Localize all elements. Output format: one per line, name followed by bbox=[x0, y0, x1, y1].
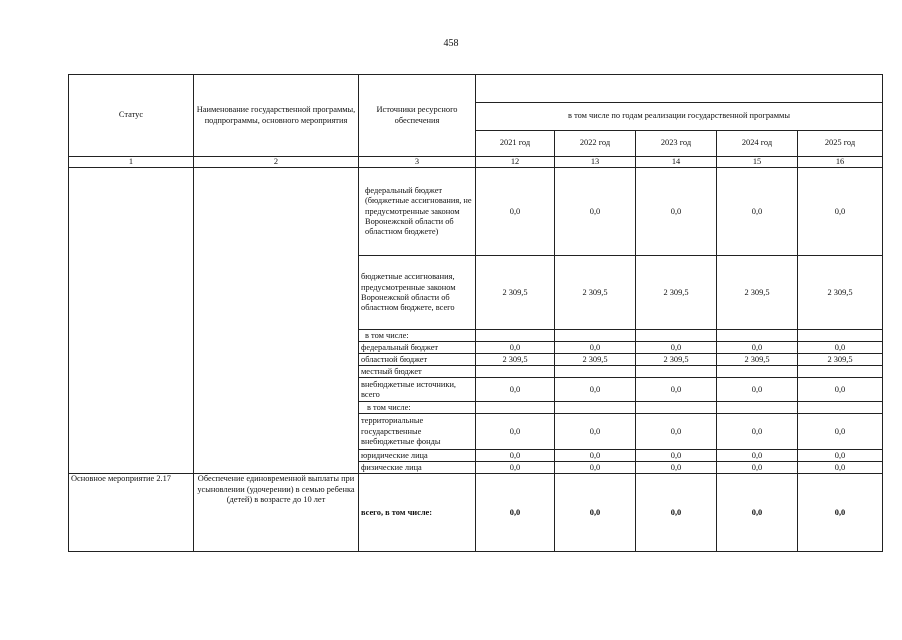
value-cell: 2 309,5 bbox=[555, 354, 636, 366]
value-cell bbox=[636, 402, 717, 414]
value-cell: 0,0 bbox=[717, 462, 798, 474]
measure-value-cell: 0,0 bbox=[476, 474, 555, 552]
value-cell: 2 309,5 bbox=[636, 256, 717, 330]
value-cell: 0,0 bbox=[717, 342, 798, 354]
value-cell bbox=[636, 330, 717, 342]
value-cell bbox=[555, 366, 636, 378]
column-number: 16 bbox=[798, 157, 883, 168]
value-cell: 0,0 bbox=[555, 378, 636, 402]
value-cell: 2 309,5 bbox=[798, 354, 883, 366]
value-cell: 0,0 bbox=[636, 168, 717, 256]
value-cell: 2 309,5 bbox=[717, 354, 798, 366]
value-cell: 2 309,5 bbox=[798, 256, 883, 330]
header-year: 2022 год bbox=[555, 131, 636, 157]
value-cell: 0,0 bbox=[717, 378, 798, 402]
value-cell: 2 309,5 bbox=[476, 256, 555, 330]
measure-value-cell: 0,0 bbox=[798, 474, 883, 552]
value-cell: 0,0 bbox=[636, 414, 717, 450]
value-cell bbox=[798, 366, 883, 378]
header-row-top bbox=[69, 75, 883, 103]
value-cell bbox=[717, 402, 798, 414]
value-cell: 2 309,5 bbox=[636, 354, 717, 366]
value-cell: 0,0 bbox=[798, 462, 883, 474]
table-row bbox=[69, 168, 883, 256]
page-number: 458 bbox=[443, 38, 459, 49]
source-label: областной бюджет bbox=[359, 354, 476, 366]
value-cell: 0,0 bbox=[636, 462, 717, 474]
value-cell: 0,0 bbox=[476, 342, 555, 354]
value-cell: 2 309,5 bbox=[555, 256, 636, 330]
value-cell: 0,0 bbox=[798, 168, 883, 256]
source-label: местный бюджет bbox=[359, 366, 476, 378]
source-label: территориальные государственные внебюджетные фонды bbox=[359, 414, 476, 450]
header-status: Статус bbox=[69, 75, 194, 157]
header-year: 2024 год bbox=[717, 131, 798, 157]
value-cell bbox=[555, 402, 636, 414]
value-cell: 0,0 bbox=[476, 414, 555, 450]
budget-table bbox=[68, 74, 883, 552]
column-number: 1 bbox=[69, 157, 194, 168]
value-cell: 0,0 bbox=[555, 462, 636, 474]
header-year: 2021 год bbox=[476, 131, 555, 157]
value-cell bbox=[555, 330, 636, 342]
source-label: в том числе: bbox=[359, 402, 476, 414]
measure-value-cell: 0,0 bbox=[717, 474, 798, 552]
value-cell: 0,0 bbox=[798, 414, 883, 450]
header-year: 2025 год bbox=[798, 131, 883, 157]
value-cell: 0,0 bbox=[476, 378, 555, 402]
status-cell-continued bbox=[69, 168, 194, 474]
column-number: 2 bbox=[194, 157, 359, 168]
column-number: 15 bbox=[717, 157, 798, 168]
column-number: 12 bbox=[476, 157, 555, 168]
value-cell: 0,0 bbox=[636, 450, 717, 462]
value-cell bbox=[717, 330, 798, 342]
value-cell: 0,0 bbox=[555, 414, 636, 450]
value-cell: 2 309,5 bbox=[476, 354, 555, 366]
source-label: бюджетные ассигнования, предусмотренные законом Воронежской области об областном бюджете, всего bbox=[359, 256, 476, 330]
value-cell: 0,0 bbox=[476, 462, 555, 474]
measure-row bbox=[69, 474, 883, 552]
source-label: юридические лица bbox=[359, 450, 476, 462]
measure-name: Обеспечение единовременной выплаты при усыновлении (удочерении) в семью ребенка (детей) в возрасте до 10 лет bbox=[194, 474, 359, 552]
value-cell: 0,0 bbox=[555, 450, 636, 462]
value-cell: 0,0 bbox=[555, 342, 636, 354]
header-by-years: в том числе по годам реализации государственной программы bbox=[476, 103, 883, 131]
header-name: Наименование государственной программы, подпрограммы, основного мероприятия bbox=[194, 75, 359, 157]
value-cell: 0,0 bbox=[717, 414, 798, 450]
name-cell-continued bbox=[194, 168, 359, 474]
header-sources: Источники ресурсного обеспечения bbox=[359, 75, 476, 157]
value-cell bbox=[798, 330, 883, 342]
value-cell: 2 309,5 bbox=[717, 256, 798, 330]
value-cell: 0,0 bbox=[476, 168, 555, 256]
header-blank bbox=[476, 75, 883, 103]
value-cell: 0,0 bbox=[717, 168, 798, 256]
source-label: внебюджетные источники, всего bbox=[359, 378, 476, 402]
source-label: физические лица bbox=[359, 462, 476, 474]
value-cell bbox=[476, 330, 555, 342]
value-cell: 0,0 bbox=[798, 342, 883, 354]
value-cell bbox=[476, 366, 555, 378]
value-cell bbox=[636, 366, 717, 378]
value-cell: 0,0 bbox=[798, 378, 883, 402]
value-cell: 0,0 bbox=[476, 450, 555, 462]
measure-value-cell: 0,0 bbox=[636, 474, 717, 552]
value-cell: 0,0 bbox=[636, 342, 717, 354]
measure-source-label: всего, в том числе: bbox=[359, 474, 476, 552]
source-label: в том числе: bbox=[359, 330, 476, 342]
value-cell: 0,0 bbox=[555, 168, 636, 256]
value-cell bbox=[717, 366, 798, 378]
header-year: 2023 год bbox=[636, 131, 717, 157]
column-numbers-row bbox=[69, 157, 883, 168]
value-cell bbox=[798, 402, 883, 414]
value-cell bbox=[476, 402, 555, 414]
value-cell: 0,0 bbox=[798, 450, 883, 462]
column-number: 14 bbox=[636, 157, 717, 168]
value-cell: 0,0 bbox=[636, 378, 717, 402]
source-label: федеральный бюджет bbox=[359, 342, 476, 354]
column-number: 3 bbox=[359, 157, 476, 168]
measure-status: Основное мероприятие 2.17 bbox=[69, 474, 194, 552]
measure-value-cell: 0,0 bbox=[555, 474, 636, 552]
value-cell: 0,0 bbox=[717, 450, 798, 462]
column-number: 13 bbox=[555, 157, 636, 168]
source-label: федеральный бюджет (бюджетные ассигнования, не предусмотренные законом Воронежской области об областном бюджете) bbox=[359, 168, 476, 256]
